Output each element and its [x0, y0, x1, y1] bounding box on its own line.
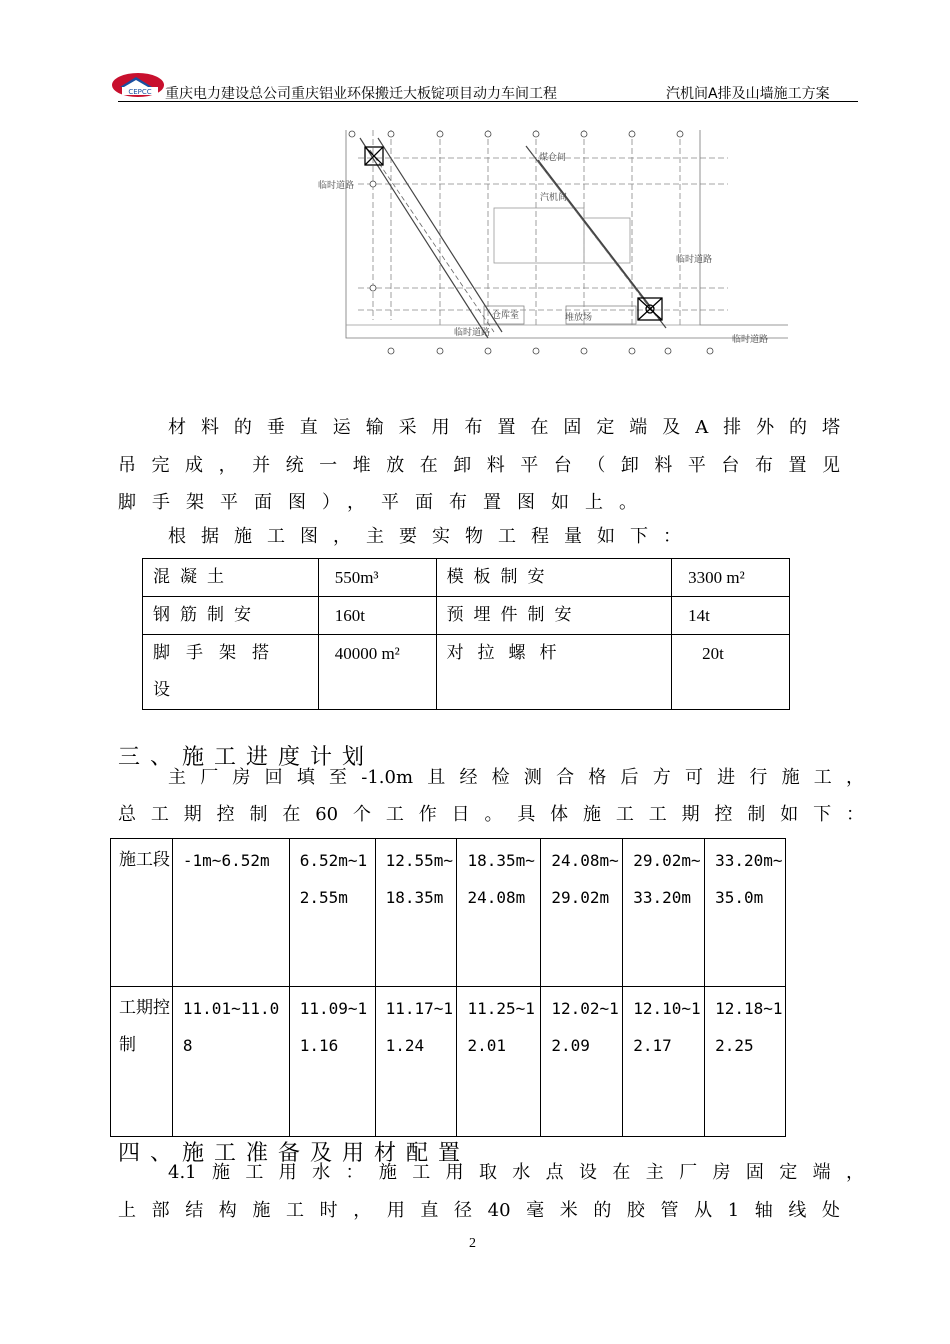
quantity-value: 14t — [672, 597, 790, 635]
quantity-item: 钢筋制安 — [143, 597, 319, 635]
section-3-line-2: 总工期控制在60个工作日。具体施工工期控制如下： — [118, 804, 864, 825]
segment-cell: -1m~6.52m — [172, 839, 289, 987]
quantity-value: 160t — [318, 597, 436, 635]
period-cell: 11.09~11.16 — [289, 987, 375, 1137]
section-4-line-1: 4.1施工用水：施工用取水点设在主厂房固定端， — [168, 1162, 864, 1183]
company-logo — [110, 70, 168, 100]
intro-line-1: 材料的垂直运输采用布置在固定端及A排外的塔 — [168, 417, 840, 438]
table-row — [143, 635, 790, 710]
schedule-row-header: 工期控制 — [111, 987, 173, 1137]
schedule-row-header: 施工段 — [111, 839, 173, 987]
segment-cell: 33.20m~35.0m — [705, 839, 786, 987]
intro-line-2: 吊完成，并统一堆放在卸料平台（卸料平台布置见 — [118, 455, 840, 476]
table-row — [111, 839, 786, 987]
segment-cell: 12.55m~18.35m — [375, 839, 457, 987]
section-4-line-2: 上部结构施工时，用直径40毫米的胶管从1轴线处 — [118, 1200, 840, 1221]
label-temp-road-bottom-right: 临时道路 — [732, 335, 769, 345]
period-cell: 11.01~11.08 — [172, 987, 289, 1137]
period-cell: 12.02~12.09 — [541, 987, 623, 1137]
period-cell: 11.17~11.24 — [375, 987, 457, 1137]
quantity-item: 预埋件制安 — [436, 597, 672, 635]
table-row — [111, 987, 786, 1137]
section-3-line-1: 主厂房回填至-1.0m且经检测合格后方可进行施工， — [168, 767, 864, 788]
quantity-value: 3300 m² — [672, 559, 790, 597]
label-temp-road-right: 临时道路 — [676, 255, 713, 265]
header-divider — [118, 101, 858, 102]
quantity-value: 40000 m² — [318, 635, 436, 710]
label-coal-bunker: 煤仓间 — [539, 153, 567, 163]
segment-cell: 29.02m~33.20m — [623, 839, 705, 987]
label-turbine-hall: 汽机间 — [540, 193, 568, 203]
segment-cell: 24.08m~29.02m — [541, 839, 623, 987]
quantity-item: 模板制安 — [436, 559, 672, 597]
quantity-item: 脚手架搭设 — [143, 635, 319, 710]
section-4-heading: 四、施工准备及用材配置 — [118, 1141, 471, 1166]
header-project-title: 重庆电力建设总公司重庆铝业环保搬迁大板锭项目动力车间工程 — [165, 86, 557, 102]
quantities-table — [142, 558, 790, 710]
svg-text:CEPCC: CEPCC — [128, 88, 152, 96]
intro-line-3: 脚手架平面图），平面布置图如上。 — [118, 492, 653, 513]
header-document-title: 汽机间A排及山墙施工方案 — [666, 86, 830, 102]
label-warehouse: 仓库室 — [492, 311, 520, 321]
period-cell: 12.10~12.17 — [623, 987, 705, 1137]
table-row — [143, 559, 790, 597]
label-temp-road-left: 临时道路 — [318, 181, 355, 191]
intro-line-4: 根据施工图，主要实物工程量如下： — [168, 526, 696, 547]
label-stockyard: 堆放场 — [565, 313, 593, 323]
period-cell: 11.25~12.01 — [457, 987, 541, 1137]
schedule-table — [110, 838, 786, 1137]
site-layout-diagram — [318, 110, 788, 365]
segment-cell: 18.35m~24.08m — [457, 839, 541, 987]
quantity-item: 对拉螺杆 — [436, 635, 672, 710]
quantity-value: 20t — [672, 635, 790, 710]
quantity-item: 混凝土 — [143, 559, 319, 597]
segment-cell: 6.52m~12.55m — [289, 839, 375, 987]
section-3-heading: 三、施工进度计划 — [118, 745, 375, 770]
quantity-value: 550m³ — [318, 559, 436, 597]
table-row — [143, 597, 790, 635]
period-cell: 12.18~12.25 — [705, 987, 786, 1137]
page-number: 2 — [469, 1236, 476, 1251]
label-temp-road-bottom: 临时道路 — [454, 328, 491, 338]
